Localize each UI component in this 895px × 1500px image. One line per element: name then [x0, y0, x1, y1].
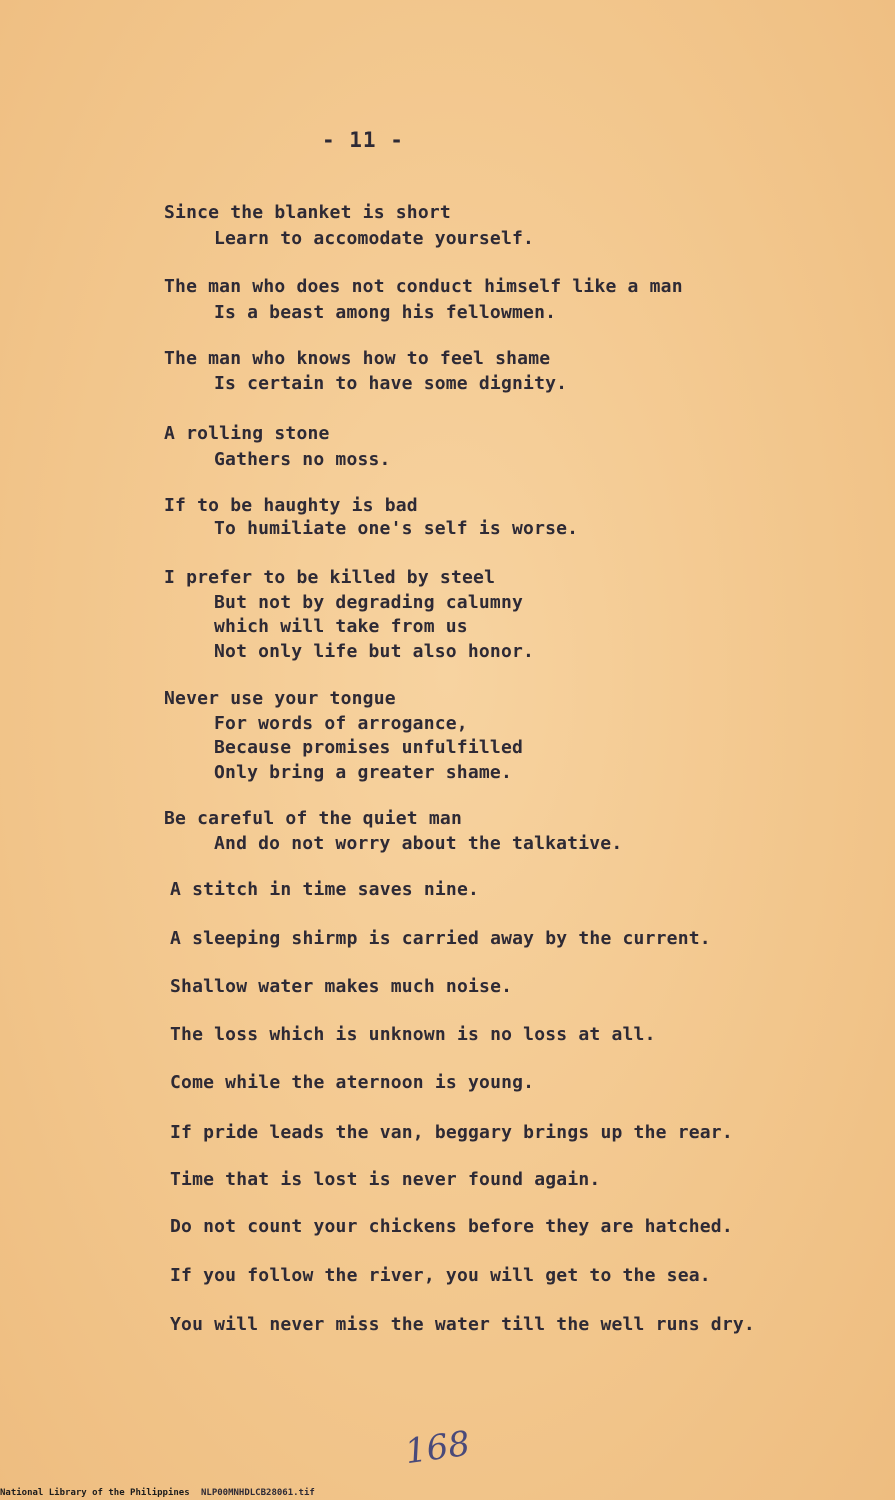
page-number: - 11 -: [322, 128, 404, 152]
proverb-line: Because promises unfulfilled: [214, 737, 524, 758]
proverb-line: But not by degrading calumny: [214, 592, 524, 613]
proverb-line: I prefer to be killed by steel: [164, 567, 496, 588]
proverb-line: The man who does not conduct himself like a man: [164, 276, 683, 297]
proverb-line: Gathers no moss.: [214, 449, 391, 470]
proverb-line: Come while the aternoon is young.: [170, 1072, 535, 1093]
proverb-line: A rolling stone: [164, 423, 330, 444]
proverb-line: Is certain to have some dignity.: [214, 373, 568, 394]
proverb-line: Shallow water makes much noise.: [170, 976, 513, 997]
proverb-line: To humiliate one's self is worse.: [214, 518, 579, 539]
proverb-line: If to be haughty is bad: [164, 495, 418, 516]
proverb-line: A sleeping shirmp is carried away by the current.: [170, 928, 711, 949]
proverb-line: Only bring a greater shame.: [214, 762, 512, 783]
proverb-line: For words of arrogance,: [214, 713, 468, 734]
proverb-line: Learn to accomodate yourself.: [214, 228, 535, 249]
proverb-line: And do not worry about the talkative.: [214, 833, 623, 854]
proverb-line: Not only life but also honor.: [214, 641, 535, 662]
proverb-line: Be careful of the quiet man: [164, 808, 462, 829]
proverb-line: Never use your tongue: [164, 688, 396, 709]
footer-filename: NLP00MNHDLCB28061.tif: [201, 1488, 315, 1498]
handwritten-folio-number: 168: [402, 1423, 473, 1473]
proverb-line: Since the blanket is short: [164, 202, 451, 223]
proverb-line: A stitch in time saves nine.: [170, 879, 480, 900]
proverb-line: Time that is lost is never found again.: [170, 1169, 601, 1190]
proverb-line: If pride leads the van, beggary brings up the rear.: [170, 1122, 733, 1143]
footer-library-name: National Library of the Philippines: [0, 1488, 190, 1498]
proverb-line: Is a beast among his fellowmen.: [214, 302, 557, 323]
proverb-line: You will never miss the water till the well runs dry.: [170, 1314, 755, 1335]
proverb-line: which will take from us: [214, 616, 468, 637]
proverb-line: The loss which is unknown is no loss at all.: [170, 1024, 656, 1045]
proverb-line: The man who knows how to feel shame: [164, 348, 551, 369]
proverb-line: Do not count your chickens before they are hatched.: [170, 1216, 733, 1237]
proverb-line: If you follow the river, you will get to the sea.: [170, 1265, 711, 1286]
